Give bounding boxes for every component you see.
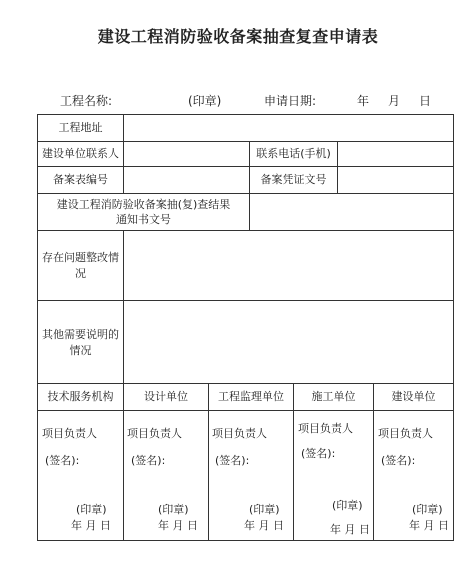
other-label-line1: 其他需要说明的 bbox=[42, 328, 119, 341]
issues-label bbox=[38, 250, 123, 282]
signature-date: 年 月 日 bbox=[71, 519, 111, 532]
signature-sign: (签名): bbox=[45, 454, 80, 467]
signature-seal: (印章) bbox=[158, 503, 189, 516]
header-seal: (印章) bbox=[188, 94, 222, 108]
phone-field[interactable] bbox=[338, 142, 453, 166]
signature-date: 年 月 日 bbox=[409, 519, 449, 532]
other-label-line2: 情况 bbox=[69, 344, 92, 357]
issues-label-line2: 况 bbox=[75, 267, 86, 280]
signature-seal: (印章) bbox=[76, 503, 107, 516]
project-name-label: 工程名称: bbox=[60, 94, 113, 108]
signature-date: 年 月 日 bbox=[158, 519, 198, 532]
contact-field[interactable] bbox=[124, 142, 249, 166]
notice-no-field[interactable] bbox=[250, 194, 453, 230]
issues-field[interactable] bbox=[124, 231, 453, 300]
signature-sign: (签名): bbox=[381, 454, 416, 467]
signature-person: 项目负责人 bbox=[127, 427, 182, 440]
unit-header-construction: 施工单位 bbox=[311, 390, 356, 403]
signature-seal: (印章) bbox=[332, 499, 363, 512]
notice-label-line2: 通知书文号 bbox=[116, 213, 171, 226]
voucher-no-label: 备案凭证文号 bbox=[260, 173, 327, 186]
signature-person: 项目负责人 bbox=[42, 427, 97, 440]
address-field[interactable] bbox=[124, 115, 453, 141]
signature-date: 年 月 日 bbox=[244, 519, 284, 532]
signature-date: 年 月 日 bbox=[330, 523, 370, 536]
form-title: 建设工程消防验收备案抽查复查申请表 bbox=[97, 27, 379, 46]
signature-sign: (签名): bbox=[215, 454, 250, 467]
signature-person: 项目负责人 bbox=[298, 422, 353, 435]
other-notes-field[interactable] bbox=[124, 301, 453, 383]
other-notes-label bbox=[38, 327, 123, 359]
voucher-no-field[interactable] bbox=[338, 167, 453, 193]
signature-person: 项目负责人 bbox=[378, 427, 433, 440]
unit-header-design: 设计单位 bbox=[144, 390, 188, 403]
address-label: 工程地址 bbox=[58, 121, 103, 134]
grid-line bbox=[453, 114, 454, 541]
signature-person: 项目负责人 bbox=[212, 427, 267, 440]
signature-seal: (印章) bbox=[412, 503, 443, 516]
header-month: 月 bbox=[388, 94, 401, 108]
header-day: 日 bbox=[419, 94, 432, 108]
signature-seal: (印章) bbox=[249, 503, 280, 516]
grid-line bbox=[37, 540, 454, 541]
apply-date-label: 申请日期: bbox=[264, 94, 317, 108]
contact-label: 建设单位联系人 bbox=[42, 147, 119, 160]
signature-sign: (签名): bbox=[131, 454, 166, 467]
unit-header-supervision: 工程监理单位 bbox=[218, 390, 284, 403]
signature-sign: (签名): bbox=[301, 447, 336, 460]
notice-no-label bbox=[38, 197, 249, 227]
issues-label-line1: 存在问题整改情 bbox=[42, 251, 119, 264]
header-year: 年 bbox=[357, 94, 370, 108]
unit-header-owner: 建设单位 bbox=[391, 390, 436, 403]
record-no-field[interactable] bbox=[124, 167, 249, 193]
notice-label-line1: 建设工程消防验收备案抽(复)查结果 bbox=[56, 198, 231, 211]
grid-line bbox=[37, 410, 454, 411]
record-no-label: 备案表编号 bbox=[53, 173, 108, 186]
unit-header-tech-service: 技术服务机构 bbox=[47, 390, 114, 403]
phone-label: 联系电话(手机) bbox=[256, 147, 331, 160]
